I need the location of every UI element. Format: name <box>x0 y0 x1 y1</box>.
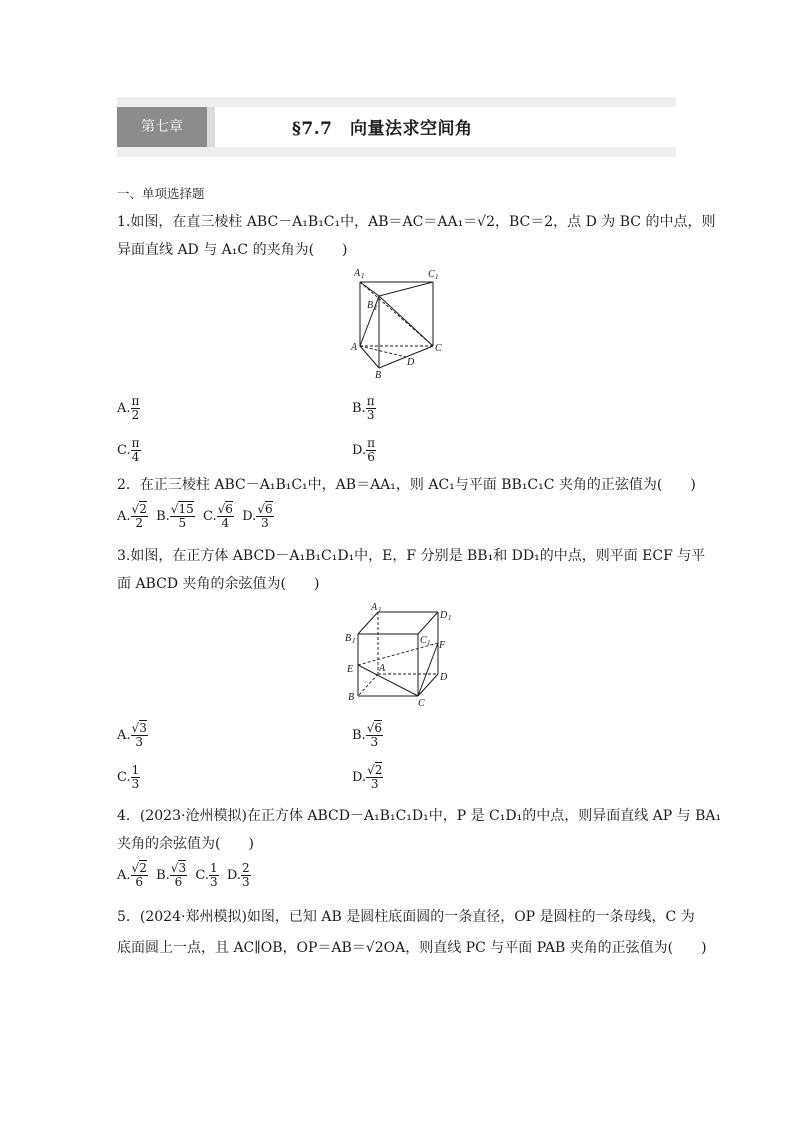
svg-text:1: 1 <box>352 637 356 645</box>
q1-text-line1: 1.如图，在直三棱柱 ABC－A₁B₁C₁中，AB＝AC＝AA₁＝√2，BC＝2，点 D 为 BC 的中点，则 <box>117 214 716 230</box>
q3-label-C: C <box>418 698 425 709</box>
q3-label-B1: B <box>345 633 352 644</box>
q3-cube-figure <box>340 600 460 712</box>
q4-options <box>117 862 251 889</box>
q1-label-B: B <box>375 370 382 381</box>
svg-text:1: 1 <box>435 273 439 281</box>
q1-label-B1: B <box>367 300 374 311</box>
q1-prism-figure <box>340 262 460 384</box>
chapter-tag: 第七章 <box>117 107 207 147</box>
q3-label-D: D <box>440 672 448 683</box>
q3-label-F: F <box>439 640 446 651</box>
q4-text-line2: 夹角的余弦值为( ) <box>117 836 254 852</box>
q3-label-B: B <box>348 692 355 703</box>
q3-text-line1: 3.如图，在正方体 ABCD－A₁B₁C₁D₁中，E，F 分别是 BB₁和 DD₁的中点，则平面 ECF 与平 <box>117 548 706 564</box>
q2-option-c[interactable]: C. $\frac{√6}{4}$ <box>203 502 233 530</box>
q3-label-C1: C <box>420 635 427 646</box>
section-heading: 一、单项选择题 <box>117 186 205 201</box>
q2-text: 2．在正三棱柱 ABC－A₁B₁C₁中，AB＝AA₁，则 AC₁与平面 BB₁C₁C 夹角的正弦值为( ) <box>117 477 696 493</box>
q1-option-d[interactable]: D. $\frac{\pi}{6}$ <box>352 436 375 464</box>
svg-text:1: 1 <box>448 614 452 622</box>
q1-option-b[interactable]: B. $\frac{\pi}{3}$ <box>352 394 375 422</box>
q1-label-A: A <box>351 342 358 353</box>
q3-option-d[interactable]: D. $\frac{√2}{3}$ <box>352 763 383 791</box>
svg-text:1: 1 <box>427 639 431 647</box>
q2-options <box>117 503 274 530</box>
q4-option-b[interactable]: B. $\frac{√3}{6}$ <box>156 861 187 889</box>
q4-option-a[interactable]: A. $\frac{√2}{6}$ <box>117 861 147 889</box>
q3-label-A: A <box>379 663 386 674</box>
q5-text-line1: 5．(2024·郑州模拟)如图，已知 AB 是圆柱底面圆的一条直径，OP 是圆柱的一条母线，C 为 <box>117 909 695 925</box>
q1-label-C1: C <box>428 269 435 280</box>
q2-option-d[interactable]: D. $\frac{√6}{3}$ <box>242 502 273 530</box>
q3-label-E: E <box>347 664 354 675</box>
q1-label-C: C <box>435 343 442 354</box>
q3-option-b[interactable]: B. $\frac{√6}{3}$ <box>352 721 382 749</box>
header-divider <box>207 107 215 147</box>
q4-option-c[interactable]: C. $\frac{1}{3}$ <box>195 861 218 889</box>
q3-label-A1: A <box>371 602 378 613</box>
q1-label-D: D <box>407 357 415 368</box>
q1-label-A1: A <box>354 268 361 279</box>
q1-option-a[interactable]: A. $\frac{\pi}{2}$ <box>117 394 140 422</box>
q1-text-line2: 异面直线 AD 与 A₁C 的夹角为( ) <box>117 242 348 258</box>
svg-text:1: 1 <box>374 304 378 312</box>
q2-option-a[interactable]: A. $\frac{√2}{2}$ <box>117 502 147 530</box>
svg-text:1: 1 <box>378 606 382 614</box>
q2-option-b[interactable]: B. $\frac{√15}{5}$ <box>156 502 194 530</box>
q1-option-c[interactable]: C. $\frac{\pi}{4}$ <box>117 436 140 464</box>
page-title: §7.7 向量法求空间角 <box>292 119 473 139</box>
q3-label-D1: D <box>440 610 448 621</box>
q3-option-a[interactable]: A. $\frac{√3}{3}$ <box>117 721 147 749</box>
svg-text:1: 1 <box>361 272 365 280</box>
q4-option-d[interactable]: D. $\frac{2}{3}$ <box>226 861 250 889</box>
q3-option-c[interactable]: C. $\frac{1}{3}$ <box>117 763 140 791</box>
q5-text-line2: 底面圆上一点，且 AC∥OB，OP＝AB＝√2OA，则直线 PC 与平面 PAB 夹角的正弦值为( ) <box>117 940 707 956</box>
q4-text-line1: 4．(2023·沧州模拟)在正方体 ABCD－A₁B₁C₁D₁中，P 是 C₁D₁的中点，则异面直线 AP 与 BA₁ <box>117 808 722 824</box>
q3-text-line2: 面 ABCD 夹角的余弦值为( ) <box>117 576 320 592</box>
